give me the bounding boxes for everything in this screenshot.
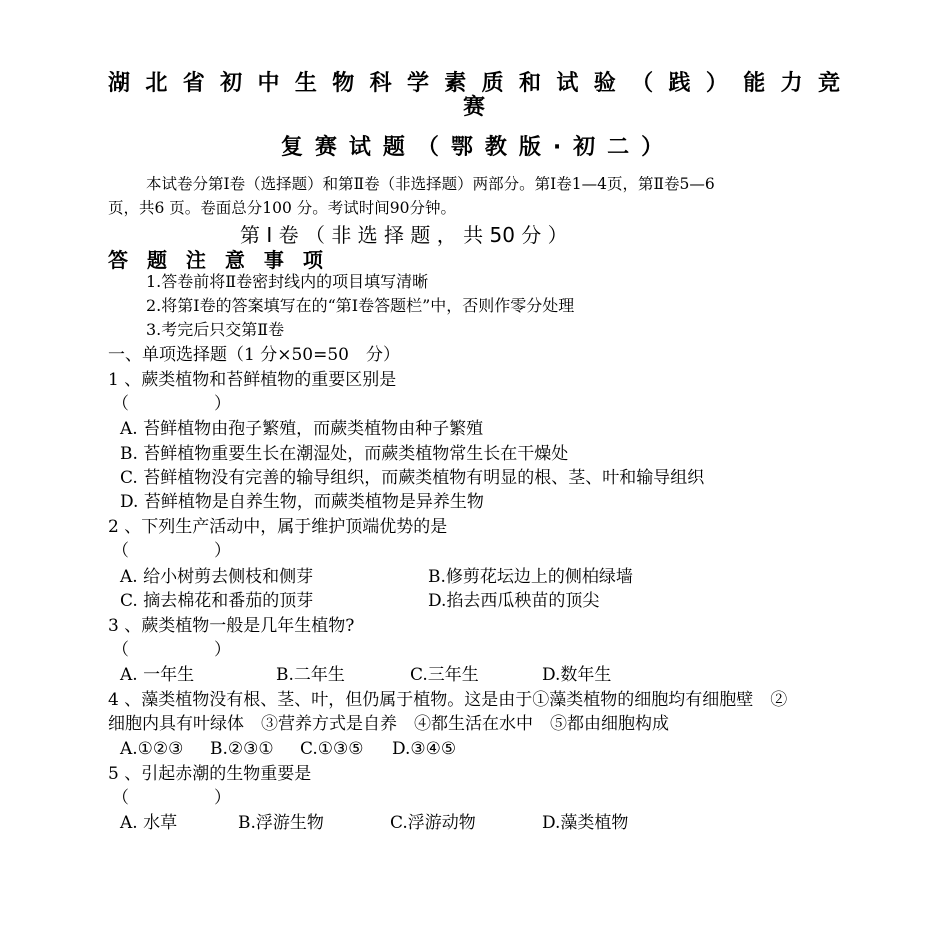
question-2-option-a: A. 给小树剪去侧枝和侧芽 [120, 567, 314, 587]
note-item-1: 1.答卷前将Ⅱ卷密封线内的项目填写清晰 [146, 272, 429, 291]
question-1-answer-bracket: （ ） [112, 394, 231, 414]
question-5-option-b: B.浮游生物 [238, 813, 324, 833]
question-2-option-d: D.掐去西瓜秧苗的顶尖 [428, 591, 600, 611]
intro-line-2: 页，共6 页。卷面总分100 分。考试时间90分钟。 [108, 199, 457, 217]
question-3-option-b: B.二年生 [276, 665, 345, 685]
question-3-option-c: C.三年生 [410, 665, 479, 685]
question-3-stem: 3 、蕨类植物一般是几年生植物? [108, 616, 355, 636]
exam-subtitle: 复赛试题（鄂教版·初二） [280, 135, 676, 160]
question-3-option-d: D.数年生 [542, 665, 612, 685]
question-5-stem: 5 、引起赤潮的生物重要是 [108, 764, 312, 784]
question-3-option-a: A. 一年生 [120, 665, 195, 685]
question-4-option-d: D.③④⑤ [392, 739, 457, 759]
section1-heading: 一、单项选择题（1 分×50=50 分） [108, 345, 400, 365]
exam-title-line2: 赛 [462, 95, 493, 120]
note-item-2: 2.将第Ⅰ卷的答案填写在的“第Ⅰ卷答题栏”中，否则作零分处理 [146, 296, 575, 315]
question-4-option-b: B.②③① [210, 739, 274, 759]
question-4-stem-line-2: 细胞内具有叶绿体 ③营养方式是自养 ④都生活在水中 ⑤都由细胞构成 [108, 714, 669, 734]
question-1-option-b: B. 苔鲜植物重要生长在潮湿处，而蕨类植物常生长在干燥处 [120, 444, 569, 464]
question-5-option-a: A. 水草 [120, 813, 178, 833]
question-4-option-c: C.①③⑤ [300, 739, 364, 759]
part1-heading: 第 Ⅰ 卷 （ 非 选 择 题 ， 共 50 分 ） [240, 223, 568, 247]
question-5-option-c: C.浮游动物 [390, 813, 476, 833]
question-1-stem: 1 、蕨类植物和苔鲜植物的重要区别是 [108, 370, 397, 390]
question-2-stem: 2 、下列生产活动中，属于维护顶端优势的是 [108, 517, 448, 537]
note-item-3: 3.考完后只交第Ⅱ卷 [146, 320, 285, 339]
exam-title-line1: 湖北省初中生物科学素质和试验（践）能力竞 [108, 71, 848, 96]
question-5-answer-bracket: （ ） [112, 788, 231, 808]
intro-line-1: 本试卷分第Ⅰ卷（选择题）和第Ⅱ卷（非选择题）两部分。第Ⅰ卷1—4页，第Ⅱ卷5—6 [146, 175, 715, 193]
question-5-option-d: D.藻类植物 [542, 813, 629, 833]
question-4-option-a: A.①②③ [120, 739, 184, 759]
question-2-option-b: B.修剪花坛边上的侧柏绿墙 [428, 567, 633, 587]
question-2-option-c: C. 摘去棉花和番茄的顶芽 [120, 591, 314, 611]
question-1-option-c: C. 苔鲜植物没有完善的输导组织，而蕨类植物有明显的根、茎、叶和输导组织 [120, 468, 705, 488]
notes-heading: 答 题 注 意 事 项 [108, 248, 329, 272]
question-1-option-d: D. 苔鲜植物是自养生物，而蕨类植物是异养生物 [120, 492, 484, 512]
question-1-option-a: A. 苔鲜植物由孢子繁殖，而蕨类植物由种子繁殖 [120, 419, 484, 439]
question-2-answer-bracket: （ ） [112, 541, 231, 561]
question-4-stem-line-1: 4 、藻类植物没有根、茎、叶，但仍属于植物。这是由于①藻类植物的细胞均有细胞壁 ② [108, 690, 788, 710]
question-3-answer-bracket: （ ） [112, 640, 231, 660]
